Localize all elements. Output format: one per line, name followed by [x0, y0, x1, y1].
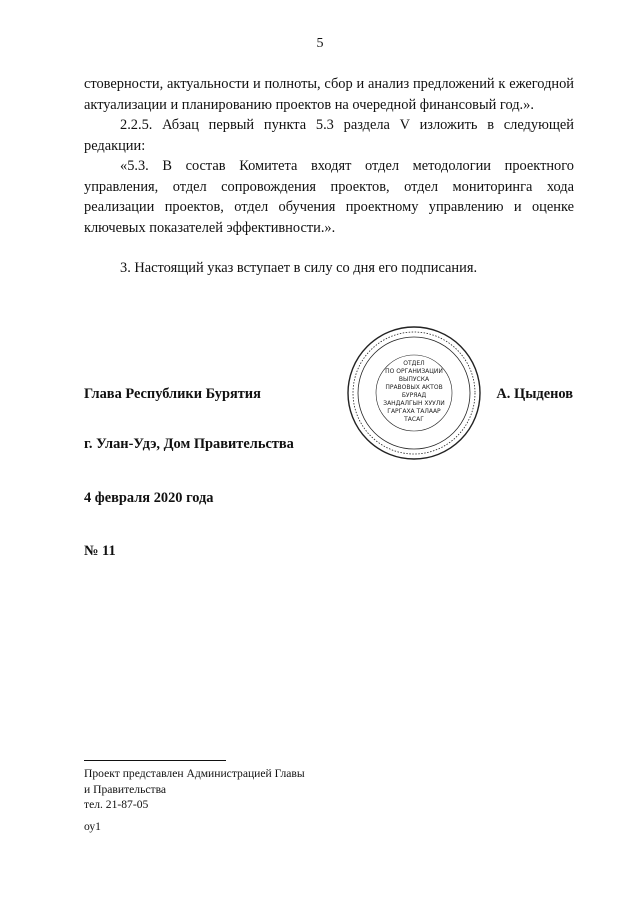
signing-date: 4 февраля 2020 года: [84, 490, 214, 506]
signatory-title: Глава Республики Бурятия: [84, 386, 261, 402]
seal-line: ПО ОРГАНИЗАЦИИ: [385, 368, 443, 375]
official-seal: [344, 323, 484, 463]
page-number: 5: [316, 36, 324, 51]
seal-line: ЗАНДАЛГЫН ХУУЛИ: [383, 400, 445, 407]
seal-line: ТАСАГ: [404, 416, 424, 423]
footnote-line: тел. 21-87-05: [84, 798, 149, 811]
footnote: [84, 766, 305, 813]
signatory-name: А. Цыденов: [496, 386, 573, 402]
seal-line: ГАРГАХА ТАЛААР: [387, 408, 441, 415]
signing-place: г. Улан-Удэ, Дом Правительства: [84, 436, 294, 452]
footnote-line: Проект представлен Администрацией Главы: [84, 767, 305, 780]
paragraph-amendment: 2.2.5. Абзац первый пункта 5.3 раздела V изложить в следующей редакции:: [84, 117, 574, 154]
seal-line: ОТДЕЛ: [403, 360, 425, 367]
seal-line: БУРЯАД: [401, 392, 427, 399]
footnote-line: и Правительства: [84, 782, 167, 796]
decree-number: № 11: [84, 543, 116, 559]
seal-line: ВЫПУСКА: [398, 376, 430, 383]
footnote-divider: [84, 760, 226, 761]
document-code: оу1: [84, 820, 101, 833]
paragraph-effective: 3. Настоящий указ вступает в силу со дня его подписания.: [120, 260, 478, 276]
seal-line: ПРАВОВЫХ АКТОВ: [385, 384, 443, 391]
body-text: [84, 74, 574, 279]
paragraph-continuation: стоверности, актуальности и полноты, сбор и анализ предложений к ежегодной актуализации и планированию проектов на очередной финансовый год.».: [84, 76, 574, 113]
paragraph-quoted-clause: «5.3. В состав Комитета входят отдел методологии проектного управления, отдел сопровождения проектов, отдел мониторинга хода реализации проектов, отдел обучения проектному управлению и оценке ключевых показателей эффективности.».: [84, 158, 574, 236]
